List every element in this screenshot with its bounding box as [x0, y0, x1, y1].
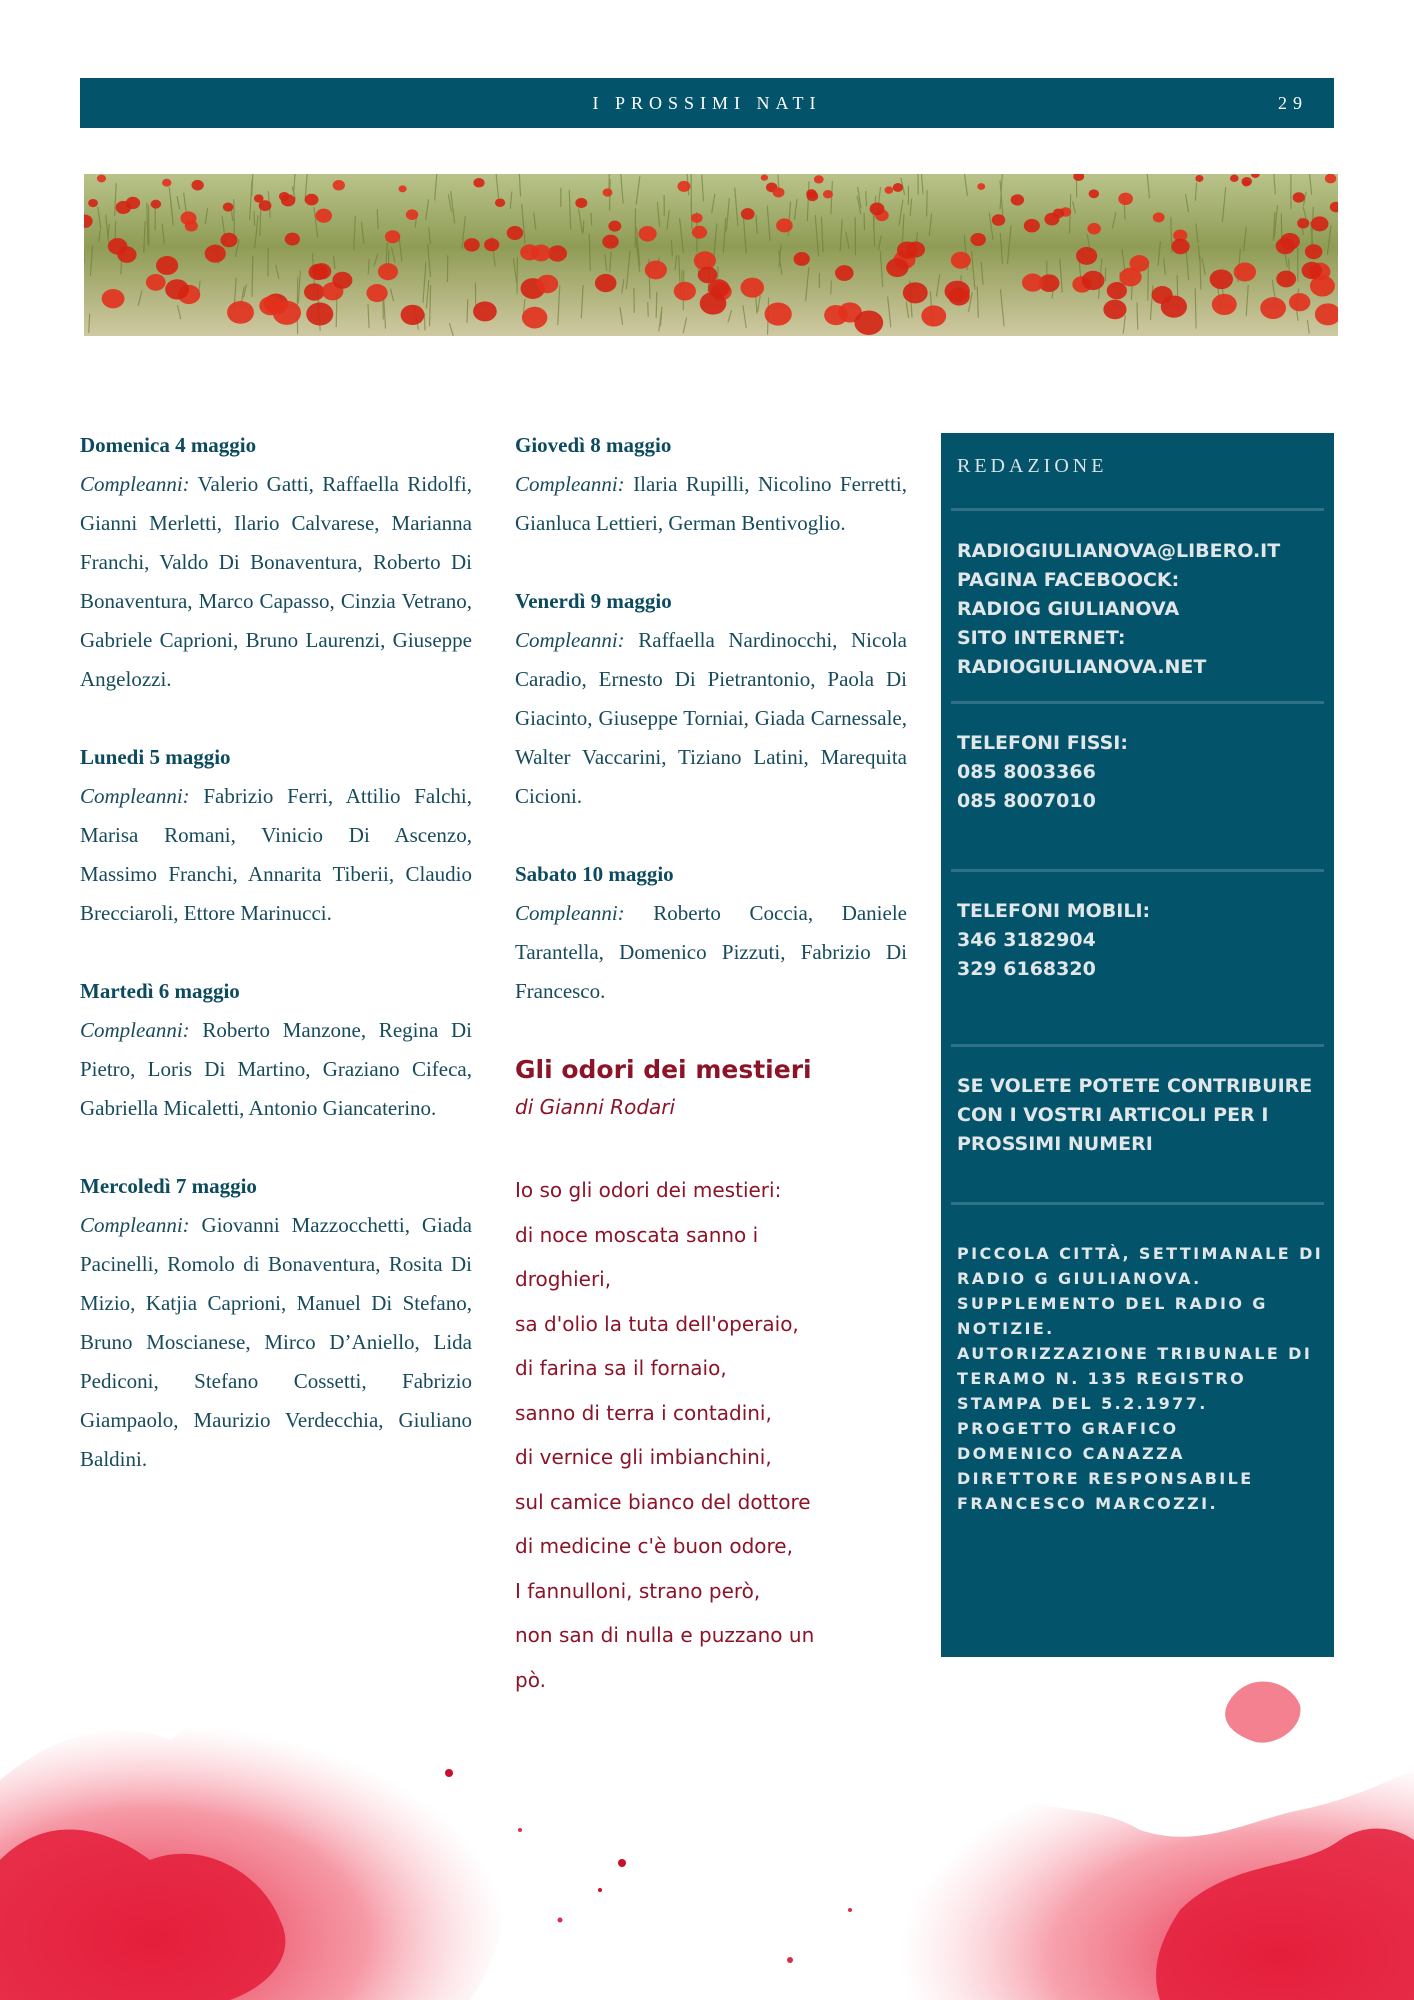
divider [951, 1202, 1324, 1205]
birthday-entry [515, 855, 907, 1011]
birthday-names [515, 621, 907, 816]
credit-line: PROGETTO GRAFICO [957, 1419, 1179, 1438]
landlines-heading: TELEFONI FISSI: [957, 732, 1128, 754]
sidebar-title: REDAZIONE [957, 455, 1108, 477]
credit-line: RADIO G GIULIANOVA. [957, 1269, 1202, 1288]
contribute-line: PROSSIMI NUMERI [957, 1133, 1153, 1155]
watercolor-splash-decoration [0, 1660, 1414, 2000]
poem-line: di vernice gli imbianchini, [515, 1445, 772, 1469]
names-list: Ilaria Rupilli, Nicolino Ferretti, Gianluca Lettieri, German Bentivoglio. [515, 472, 907, 535]
birthdays-column-left [80, 426, 472, 1518]
section-title: I PROSSIMI NATI [592, 93, 822, 113]
facebook-page-link[interactable]: RADIOG GIULIANOVA [957, 598, 1180, 620]
day-heading: Lunedi 5 maggio [80, 745, 231, 769]
website-link[interactable]: RADIOGIULIANOVA.NET [957, 656, 1207, 678]
poppy-field-banner [84, 174, 1338, 336]
publication-credits [957, 1241, 1324, 1516]
credit-line: STAMPA DEL 5.2.1977. [957, 1394, 1208, 1413]
poem-line: droghieri, [515, 1267, 612, 1291]
names-list: Roberto Coccia, Daniele Tarantella, Domenico Pizzuti, Fabrizio Di Francesco. [515, 901, 907, 1003]
divider [951, 1044, 1324, 1047]
contact-line: PAGINA FACEBOOCK: [957, 569, 1180, 591]
header-bar [80, 78, 1334, 128]
phone-number: 085 8003366 [957, 761, 1096, 783]
birthday-label: Compleanni: [80, 1213, 190, 1237]
credit-line: TERAMO N. 135 REGISTRO [957, 1369, 1247, 1388]
names-list: Roberto Manzone, Regina Di Pietro, Loris Di Martino, Graziano Cifeca, Gabriella Micaletti, Antonio Giancaterino. [80, 1018, 472, 1120]
day-heading: Venerdì 9 maggio [515, 589, 672, 613]
birthday-entry [80, 972, 472, 1128]
credit-line: FRANCESCO MARCOZZI. [957, 1494, 1218, 1513]
birthday-entry [515, 582, 907, 816]
credit-line: SUPPLEMENTO DEL RADIO G [957, 1294, 1268, 1313]
birthday-names [515, 894, 907, 1011]
names-list: Fabrizio Ferri, Attilio Falchi, Marisa Romani, Vinicio Di Ascenzo, Massimo Franchi, Annarita Tiberii, Claudio Brecciaroli, Ettore Marinucci. [80, 784, 472, 925]
poem-line: sa d'olio la tuta dell'operaio, [515, 1311, 799, 1336]
poem-line: di farina sa il fornaio, [515, 1356, 727, 1380]
poem-line: sul camice bianco del dottore [515, 1489, 811, 1514]
poem-author: di Gianni Rodari [515, 1095, 676, 1119]
poem-line: non san di nulla e puzzano un [515, 1623, 815, 1647]
contact-line: SITO INTERNET: [957, 627, 1126, 649]
poem-line: sanno di terra i contadini, [515, 1400, 772, 1425]
poem-line: pò. [515, 1667, 546, 1692]
poem-line: I fannulloni, strano però, [515, 1578, 761, 1603]
birthday-names [515, 465, 907, 543]
contribute-line: CON I VOSTRI ARTICOLI PER I [957, 1104, 1269, 1126]
divider [951, 869, 1324, 872]
credit-line: DIRETTORE RESPONSABILE [957, 1469, 1254, 1488]
divider [951, 701, 1324, 704]
names-list: Giovanni Mazzocchetti, Giada Pacinelli, Romolo di Bonaventura, Rosita Di Mizio, Katjia Caprioni, Manuel Di Stefano, Bruno Moscianese, Mirco D’Aniello, Lida Pediconi, Stefano Cossetti, Fabrizio Giampaolo, Maurizio Verdecchia, Giuliano Baldini. [80, 1213, 472, 1471]
credit-line: AUTORIZZAZIONE TRIBUNALE DI [957, 1344, 1313, 1363]
birthday-entry [80, 738, 472, 933]
divider [951, 508, 1324, 511]
birthday-entry [80, 426, 472, 699]
birthday-label: Compleanni: [80, 784, 190, 808]
poem-body [515, 1168, 907, 1702]
contribute-block [957, 1072, 1322, 1159]
redazione-sidebar [941, 433, 1334, 1657]
poem-title: Gli odori dei mestieri [515, 1055, 812, 1084]
poem-line: di medicine c'è buon odore, [515, 1534, 793, 1558]
day-heading: Domenica 4 maggio [80, 433, 257, 457]
email-link[interactable]: RADIOGIULIANOVA@LIBERO.IT [957, 540, 1281, 562]
birthdays-column-middle [515, 426, 907, 1702]
birthday-entry [80, 1167, 472, 1479]
birthday-label: Compleanni: [515, 628, 625, 652]
birthday-label: Compleanni: [80, 472, 190, 496]
poem-line: Io so gli odori dei mestieri: [515, 1178, 782, 1202]
credit-line: NOTIZIE. [957, 1319, 1055, 1338]
poem-line: di noce moscata sanno i [515, 1222, 759, 1247]
page-number: 29 [1278, 93, 1308, 113]
contacts-block [957, 537, 1322, 682]
day-heading: Sabato 10 maggio [515, 862, 674, 886]
birthday-names [80, 1011, 472, 1128]
birthday-label: Compleanni: [80, 1018, 190, 1042]
names-list: Raffaella Nardinocchi, Nicola Caradio, Ernesto Di Pietrantonio, Paola Di Giacinto, Giuseppe Torniai, Giada Carnessale, Walter Vaccarini, Tiziano Latini, Marequita Cicioni. [515, 628, 907, 808]
birthday-names [80, 465, 472, 699]
mobiles-heading: TELEFONI MOBILI: [957, 900, 1151, 922]
mobiles-block [957, 897, 1322, 984]
credit-line: PICCOLA CITTÀ, SETTIMANALE DI [957, 1244, 1324, 1263]
day-heading: Giovedì 8 maggio [515, 433, 672, 457]
day-heading: Mercoledì 7 maggio [80, 1174, 257, 1198]
day-heading: Martedì 6 maggio [80, 979, 240, 1003]
contribute-line: SE VOLETE POTETE CONTRIBUIRE [957, 1075, 1313, 1097]
birthday-names [80, 1206, 472, 1479]
phone-number: 329 6168320 [957, 958, 1096, 980]
birthday-entry [515, 426, 907, 543]
phone-number: 085 8007010 [957, 790, 1096, 812]
birthday-label: Compleanni: [515, 472, 625, 496]
birthday-names [80, 777, 472, 933]
names-list: Valerio Gatti, Raffaella Ridolfi, Gianni Merletti, Ilario Calvarese, Marianna Franchi, Valdo Di Bonaventura, Roberto Di Bonaventura, Marco Capasso, Cinzia Vetrano, Gabriele Caprioni, Bruno Laurenzi, Giuseppe Angelozzi. [80, 472, 472, 691]
credit-line: DOMENICO CANAZZA [957, 1444, 1185, 1463]
birthday-label: Compleanni: [515, 901, 625, 925]
phone-number: 346 3182904 [957, 929, 1096, 951]
landlines-block [957, 729, 1322, 816]
